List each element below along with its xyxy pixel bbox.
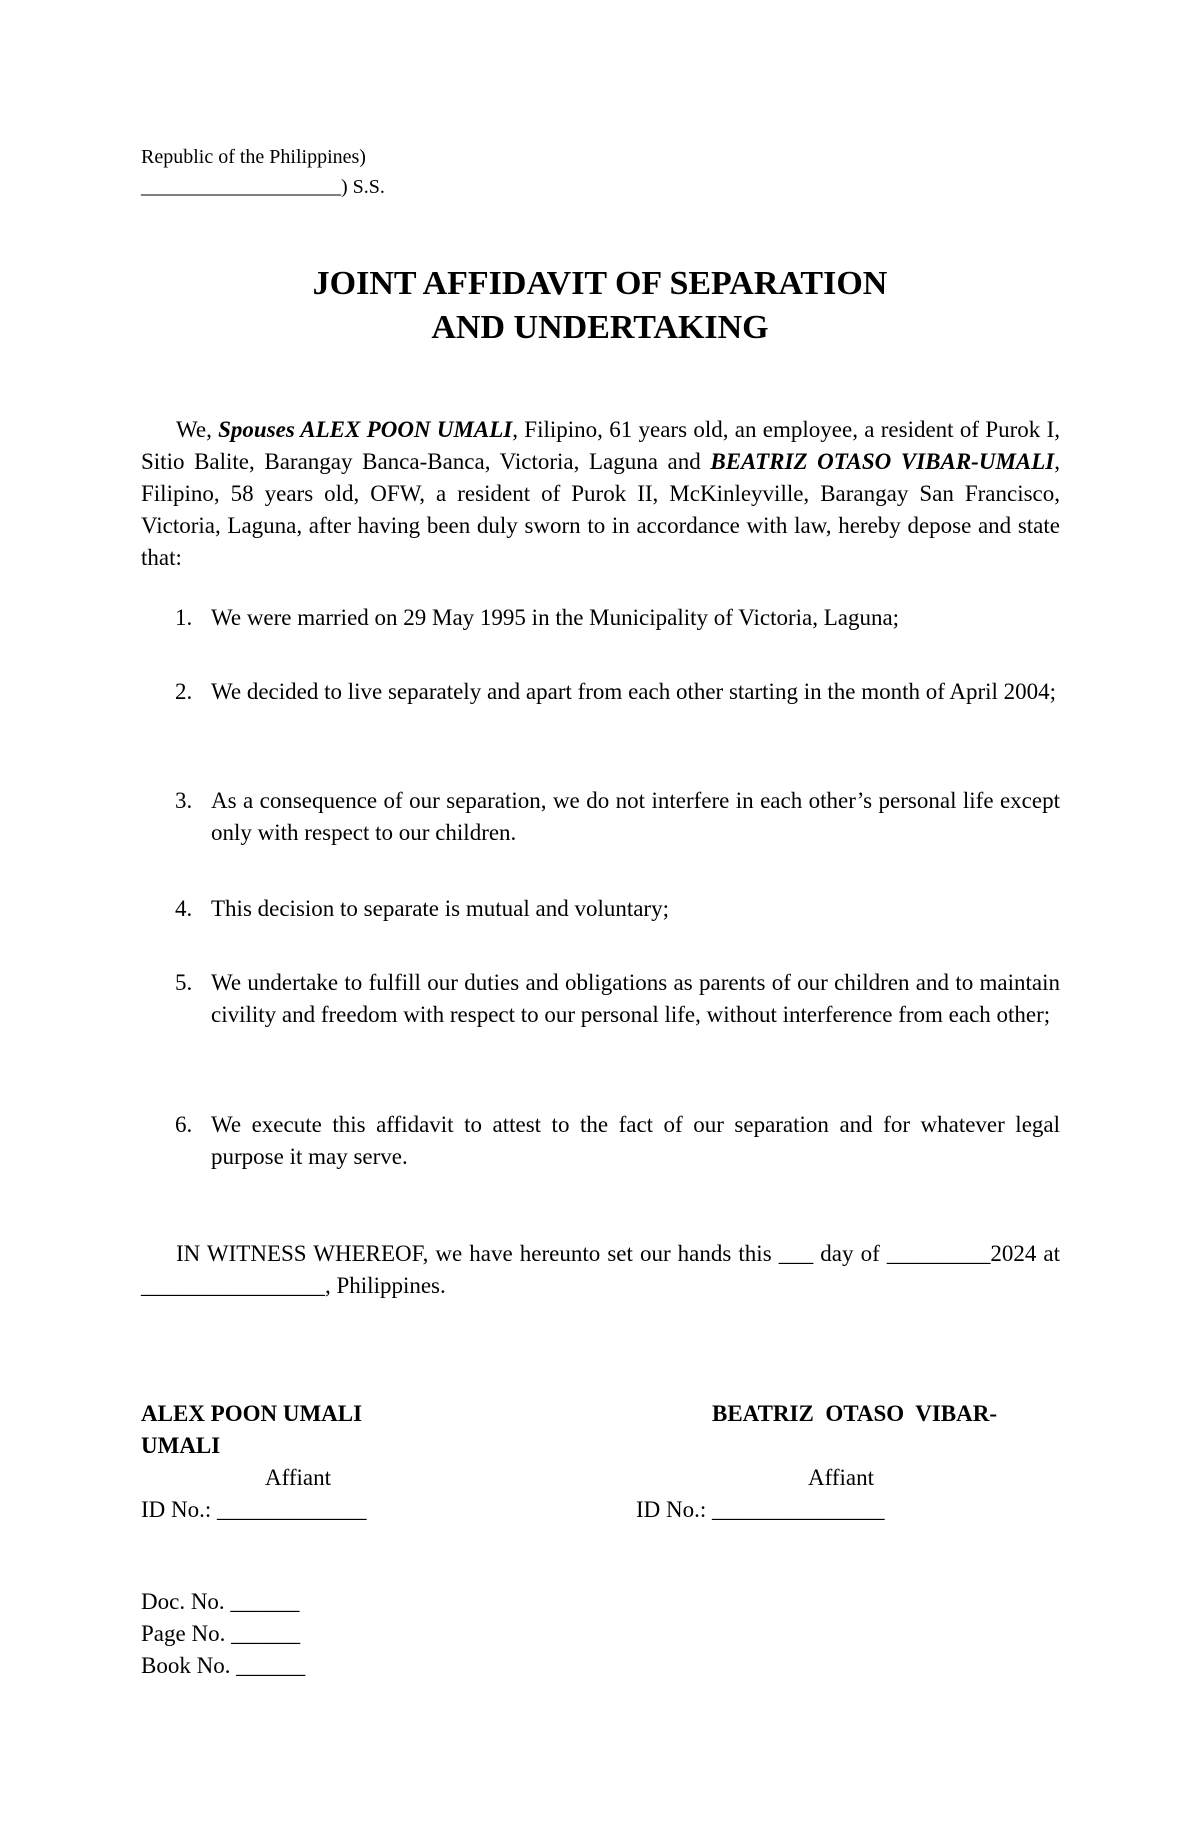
list-item-number: 4.: [175, 896, 193, 921]
list-item-number: 6.: [175, 1112, 193, 1137]
list-item-text: We decided to live separately and apart from each other starting in the month of April 2004;: [211, 679, 1057, 704]
notarial-register-block: [141, 1586, 305, 1682]
signature-block-right: [636, 1398, 1066, 1526]
intro-paragraph: [141, 414, 1060, 574]
list-item-text: We were married on 29 May 1995 in the Municipality of Victoria, Laguna;: [211, 605, 900, 630]
list-item-text: As a consequence of our separation, we do not interfere in each other’s personal life except only with respect to our children.: [211, 788, 1060, 845]
signatory-name-left-continued: UMALI: [141, 1433, 221, 1458]
spouse-name-1: Spouses ALEX POON UMALI: [218, 417, 513, 442]
signatory-id-left: ID No.: _____________: [141, 1497, 367, 1522]
list-item-number: 2.: [175, 679, 193, 704]
list-item: [141, 676, 1060, 708]
spouse-name-2: BEATRIZ OTASO VIBAR-UMALI: [710, 449, 1055, 474]
list-item-number: 1.: [175, 605, 193, 630]
title-line-2: AND UNDERTAKING: [431, 309, 769, 346]
list-item-number: 5.: [175, 970, 193, 995]
venue-ss-line: ____________________) S.S.: [141, 176, 385, 198]
intro-text-middle: , Filipino, 61 years old, an employee, a resident of Purok I, Sitio Balite, Barangay Banca-Banca, Victoria, Laguna and: [141, 417, 1061, 474]
signatory-name-right: BEATRIZ OTASO VIBAR-: [712, 1401, 998, 1426]
list-item-text: We undertake to fulfill our duties and obligations as parents of our children and to maintain civility and freedom with respect to our personal life, without interference from each other;: [211, 970, 1060, 1027]
doc-number-line: Doc. No. ______: [141, 1589, 300, 1614]
signature-block-left: [141, 1398, 481, 1526]
intro-text-end: , Filipino, 58 years old, OFW, a resident of Purok II, McKinleyville, Barangay San Francisco, Victoria, Laguna, after having been duly sworn to in accordance with law, hereby depose and state that:: [141, 449, 1060, 570]
document-title: [0, 262, 1200, 350]
page-number-line: Page No. ______: [141, 1621, 301, 1646]
witness-paragraph: IN WITNESS WHEREOF, we have hereunto set our hands this ___ day of _________2024 at ________________, Philippines.: [141, 1241, 1060, 1298]
list-item: [141, 602, 1060, 634]
list-item: [141, 893, 1060, 925]
venue-republic-line: Republic of the Philippines): [141, 146, 366, 168]
title-line-1: JOINT AFFIDAVIT OF SEPARATION: [312, 265, 888, 302]
list-item-number: 3.: [175, 788, 193, 813]
list-item-text: We execute this affidavit to attest to the fact of our separation and for whatever legal purpose it may serve.: [211, 1112, 1060, 1169]
venue-block: [141, 142, 385, 202]
signatory-role-right: Affiant: [808, 1465, 875, 1490]
list-item-text: This decision to separate is mutual and voluntary;: [211, 896, 669, 921]
intro-text-start: We,: [176, 417, 219, 442]
list-item: [141, 967, 1060, 1031]
signatory-id-right: ID No.: _______________: [636, 1497, 885, 1522]
list-item: [141, 785, 1060, 849]
signatory-role-left: Affiant: [265, 1465, 332, 1490]
list-item: [141, 1109, 1060, 1173]
book-number-line: Book No. ______: [141, 1653, 306, 1678]
signatory-name-left: ALEX POON UMALI: [141, 1401, 363, 1426]
